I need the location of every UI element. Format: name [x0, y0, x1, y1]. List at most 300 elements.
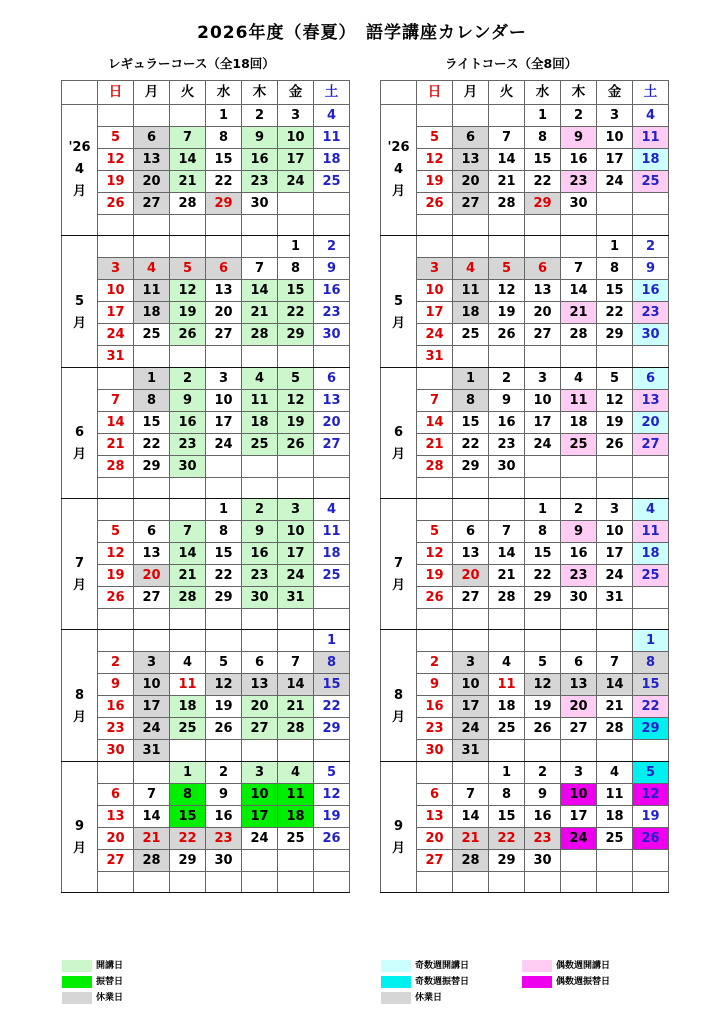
empty-day-cell	[489, 499, 525, 521]
day-cell: 20	[206, 302, 242, 324]
day-cell: 16	[206, 806, 242, 828]
month-label-line	[62, 269, 97, 291]
day-cell: 16	[525, 806, 561, 828]
empty-day-cell	[453, 762, 489, 784]
day-cell: 15	[170, 806, 206, 828]
weekday-header: 水	[525, 81, 561, 105]
day-cell: 6	[314, 368, 350, 390]
month-label-line: '26	[68, 140, 91, 155]
day-cell: 4	[633, 105, 669, 127]
day-cell: 2	[525, 762, 561, 784]
empty-day-cell	[242, 850, 278, 872]
day-cell: 28	[561, 324, 597, 346]
day-cell: 2	[489, 368, 525, 390]
day-cell: 26	[314, 828, 350, 850]
day-cell: 2	[314, 236, 350, 258]
empty-day-cell	[633, 215, 669, 236]
day-cell: 27	[453, 193, 489, 215]
day-cell: 3	[561, 762, 597, 784]
day-cell: 8	[489, 784, 525, 806]
day-cell: 7	[453, 784, 489, 806]
day-cell: 29	[206, 193, 242, 215]
day-cell: 20	[453, 565, 489, 587]
day-cell: 13	[98, 806, 134, 828]
empty-day-cell	[170, 478, 206, 499]
day-cell: 13	[314, 390, 350, 412]
day-cell: 27	[314, 434, 350, 456]
day-cell: 18	[453, 302, 489, 324]
day-cell: 31	[417, 346, 453, 368]
empty-day-cell	[134, 872, 170, 893]
day-cell: 18	[633, 543, 669, 565]
day-cell: 17	[417, 302, 453, 324]
day-cell: 24	[417, 324, 453, 346]
day-cell: 12	[597, 390, 633, 412]
day-cell: 3	[206, 368, 242, 390]
day-cell: 13	[453, 149, 489, 171]
empty-day-cell	[489, 740, 525, 762]
day-cell: 28	[98, 456, 134, 478]
empty-day-cell	[314, 609, 350, 630]
day-cell: 30	[633, 324, 669, 346]
month-label-line: 月	[391, 578, 405, 593]
month-label-line: 月	[391, 315, 405, 331]
empty-day-cell	[134, 630, 170, 652]
day-cell: 6	[242, 652, 278, 674]
day-cell: 19	[489, 302, 525, 324]
legend-swatch	[381, 976, 411, 988]
empty-day-cell	[633, 456, 669, 478]
day-cell: 28	[417, 456, 453, 478]
day-cell: 4	[489, 652, 525, 674]
empty-day-cell	[98, 609, 134, 630]
day-cell: 23	[561, 171, 597, 193]
day-cell: 27	[525, 324, 561, 346]
empty-day-cell	[453, 105, 489, 127]
day-cell: 30	[561, 587, 597, 609]
empty-day-cell	[314, 456, 350, 478]
day-cell: 22	[314, 696, 350, 718]
empty-day-cell	[633, 346, 669, 368]
day-cell: 29	[134, 456, 170, 478]
day-cell: 13	[453, 543, 489, 565]
day-cell: 28	[453, 850, 489, 872]
day-cell: 5	[278, 368, 314, 390]
month-label-line: 月	[72, 578, 86, 593]
month-label-line: 月	[72, 184, 86, 199]
weekday-header: 月	[453, 81, 489, 105]
empty-day-cell	[170, 630, 206, 652]
day-cell: 2	[98, 652, 134, 674]
day-cell: 18	[134, 302, 170, 324]
day-cell: 11	[242, 390, 278, 412]
day-cell: 8	[206, 521, 242, 543]
empty-day-cell	[206, 630, 242, 652]
empty-day-cell	[314, 587, 350, 609]
day-cell: 25	[561, 434, 597, 456]
empty-day-cell	[98, 499, 134, 521]
empty-day-cell	[525, 236, 561, 258]
day-cell: 3	[597, 105, 633, 127]
month-label-line	[62, 531, 97, 553]
day-cell: 7	[242, 258, 278, 280]
day-cell: 16	[98, 696, 134, 718]
day-cell: 16	[417, 696, 453, 718]
day-cell: 17	[278, 543, 314, 565]
empty-day-cell	[98, 215, 134, 236]
day-cell: 26	[633, 828, 669, 850]
day-cell: 2	[242, 105, 278, 127]
day-cell: 25	[314, 565, 350, 587]
day-cell: 3	[417, 258, 453, 280]
day-cell: 22	[489, 828, 525, 850]
day-cell: 12	[314, 784, 350, 806]
day-cell: 5	[98, 127, 134, 149]
day-cell: 3	[242, 762, 278, 784]
weekday-header: 金	[597, 81, 633, 105]
day-cell: 17	[206, 412, 242, 434]
empty-day-cell	[98, 368, 134, 390]
empty-day-cell	[453, 499, 489, 521]
day-cell: 19	[206, 696, 242, 718]
day-cell: 2	[242, 499, 278, 521]
day-cell: 30	[98, 740, 134, 762]
month-label	[62, 630, 98, 762]
empty-day-cell	[561, 609, 597, 630]
day-cell: 22	[525, 171, 561, 193]
day-cell: 5	[170, 258, 206, 280]
month-label	[62, 762, 98, 893]
day-cell: 28	[170, 193, 206, 215]
empty-day-cell	[489, 872, 525, 893]
weekday-header: 土	[633, 81, 669, 105]
page-title: 2026年度（春夏） 語学講座カレンダー	[197, 23, 527, 43]
day-cell: 10	[134, 674, 170, 696]
empty-day-cell	[206, 346, 242, 368]
month-label-line	[381, 531, 416, 553]
empty-day-cell	[206, 478, 242, 499]
day-cell: 8	[170, 784, 206, 806]
empty-day-cell	[206, 872, 242, 893]
month-label	[381, 630, 417, 762]
header-corner	[381, 81, 417, 105]
weekday-header: 金	[278, 81, 314, 105]
empty-day-cell	[98, 762, 134, 784]
empty-day-cell	[170, 499, 206, 521]
empty-day-cell	[242, 346, 278, 368]
day-cell: 20	[134, 171, 170, 193]
month-label-line	[381, 400, 416, 422]
day-cell: 8	[525, 521, 561, 543]
day-cell: 22	[206, 565, 242, 587]
empty-day-cell	[314, 193, 350, 215]
empty-day-cell	[633, 872, 669, 893]
day-cell: 10	[561, 784, 597, 806]
day-cell: 16	[314, 280, 350, 302]
day-cell: 25	[489, 718, 525, 740]
day-cell: 15	[278, 280, 314, 302]
day-cell: 14	[170, 543, 206, 565]
day-cell: 19	[525, 696, 561, 718]
day-cell: 4	[633, 499, 669, 521]
empty-day-cell	[278, 872, 314, 893]
empty-day-cell	[98, 630, 134, 652]
legend-regular-makeup: 振替日	[62, 974, 123, 988]
empty-day-cell	[278, 740, 314, 762]
legend-swatch	[522, 960, 552, 972]
empty-day-cell	[417, 609, 453, 630]
day-cell: 24	[134, 718, 170, 740]
month-label-line: 月	[72, 841, 86, 856]
empty-day-cell	[417, 630, 453, 652]
day-cell: 5	[417, 127, 453, 149]
empty-day-cell	[170, 740, 206, 762]
empty-day-cell	[561, 850, 597, 872]
day-cell: 28	[597, 718, 633, 740]
day-cell: 13	[134, 149, 170, 171]
day-cell: 3	[278, 105, 314, 127]
day-cell: 24	[206, 434, 242, 456]
empty-day-cell	[278, 456, 314, 478]
legend-light-holiday: 休業日	[381, 990, 442, 1004]
day-cell: 1	[489, 762, 525, 784]
day-cell: 20	[314, 412, 350, 434]
day-cell: 22	[597, 302, 633, 324]
month-label-line	[62, 400, 97, 422]
day-cell: 10	[453, 674, 489, 696]
day-cell: 26	[417, 587, 453, 609]
day-cell: 25	[278, 828, 314, 850]
day-cell: 10	[525, 390, 561, 412]
day-cell: 15	[597, 280, 633, 302]
day-cell: 29	[525, 587, 561, 609]
empty-day-cell	[525, 215, 561, 236]
day-cell: 27	[206, 324, 242, 346]
day-cell: 10	[597, 521, 633, 543]
day-cell: 1	[633, 630, 669, 652]
day-cell: 1	[206, 499, 242, 521]
day-cell: 22	[278, 302, 314, 324]
day-cell: 22	[134, 434, 170, 456]
day-cell: 7	[170, 127, 206, 149]
empty-day-cell	[278, 850, 314, 872]
day-cell: 17	[453, 696, 489, 718]
empty-day-cell	[453, 630, 489, 652]
day-cell: 17	[242, 806, 278, 828]
day-cell: 15	[134, 412, 170, 434]
day-cell: 6	[633, 368, 669, 390]
day-cell: 26	[170, 324, 206, 346]
legend-swatch	[381, 960, 411, 972]
day-cell: 24	[242, 828, 278, 850]
day-cell: 7	[597, 652, 633, 674]
empty-day-cell	[417, 105, 453, 127]
day-cell: 11	[170, 674, 206, 696]
empty-day-cell	[597, 193, 633, 215]
day-cell: 20	[561, 696, 597, 718]
day-cell: 3	[278, 499, 314, 521]
day-cell: 31	[134, 740, 170, 762]
empty-day-cell	[314, 346, 350, 368]
empty-day-cell	[489, 105, 525, 127]
day-cell: 25	[633, 171, 669, 193]
empty-day-cell	[417, 762, 453, 784]
day-cell: 30	[206, 850, 242, 872]
day-cell: 22	[170, 828, 206, 850]
day-cell: 29	[206, 587, 242, 609]
empty-day-cell	[561, 630, 597, 652]
month-label-line: 8	[393, 687, 404, 703]
day-cell: 20	[98, 828, 134, 850]
empty-day-cell	[314, 872, 350, 893]
day-cell: 20	[453, 171, 489, 193]
day-cell: 26	[417, 193, 453, 215]
day-cell: 14	[489, 149, 525, 171]
day-cell: 29	[525, 193, 561, 215]
day-cell: 28	[278, 718, 314, 740]
day-cell: 4	[170, 652, 206, 674]
day-cell: 4	[278, 762, 314, 784]
empty-day-cell	[134, 762, 170, 784]
day-cell: 1	[453, 368, 489, 390]
empty-day-cell	[170, 236, 206, 258]
day-cell: 21	[98, 434, 134, 456]
day-cell: 6	[561, 652, 597, 674]
empty-day-cell	[597, 630, 633, 652]
day-cell: 11	[561, 390, 597, 412]
day-cell: 27	[134, 587, 170, 609]
day-cell: 2	[170, 368, 206, 390]
empty-day-cell	[561, 872, 597, 893]
month-label	[62, 499, 98, 630]
empty-day-cell	[453, 872, 489, 893]
empty-day-cell	[633, 193, 669, 215]
day-cell: 9	[242, 127, 278, 149]
month-label	[381, 236, 417, 368]
day-cell: 22	[453, 434, 489, 456]
empty-day-cell	[561, 740, 597, 762]
legend-odd-open: 奇数週開講日	[381, 958, 469, 972]
empty-day-cell	[417, 499, 453, 521]
empty-day-cell	[278, 630, 314, 652]
weekday-header: 土	[314, 81, 350, 105]
day-cell: 19	[98, 171, 134, 193]
day-cell: 15	[489, 806, 525, 828]
day-cell: 3	[525, 368, 561, 390]
day-cell: 21	[489, 565, 525, 587]
month-label-line	[381, 794, 416, 816]
day-cell: 6	[206, 258, 242, 280]
day-cell: 11	[453, 280, 489, 302]
day-cell: 8	[597, 258, 633, 280]
day-cell: 21	[170, 171, 206, 193]
day-cell: 25	[134, 324, 170, 346]
day-cell: 20	[417, 828, 453, 850]
day-cell: 1	[278, 236, 314, 258]
month-label-line: 月	[391, 709, 405, 725]
empty-day-cell	[278, 609, 314, 630]
day-cell: 25	[453, 324, 489, 346]
empty-day-cell	[633, 478, 669, 499]
day-cell: 30	[561, 193, 597, 215]
day-cell: 21	[242, 302, 278, 324]
empty-day-cell	[489, 478, 525, 499]
day-cell: 5	[525, 652, 561, 674]
day-cell: 10	[278, 127, 314, 149]
light-course-title: ライトコース（全8回）	[445, 56, 578, 71]
day-cell: 6	[453, 521, 489, 543]
day-cell: 9	[314, 258, 350, 280]
day-cell: 8	[525, 127, 561, 149]
day-cell: 2	[206, 762, 242, 784]
day-cell: 4	[242, 368, 278, 390]
day-cell: 9	[206, 784, 242, 806]
day-cell: 3	[98, 258, 134, 280]
month-label-line: '26	[387, 140, 410, 155]
day-cell: 9	[633, 258, 669, 280]
day-cell: 13	[134, 543, 170, 565]
day-cell: 28	[489, 193, 525, 215]
day-cell: 18	[242, 412, 278, 434]
day-cell: 29	[597, 324, 633, 346]
day-cell: 13	[242, 674, 278, 696]
month-label-line: 6	[393, 425, 404, 440]
day-cell: 10	[278, 521, 314, 543]
legend-swatch	[381, 992, 411, 1004]
day-cell: 15	[314, 674, 350, 696]
day-cell: 20	[633, 412, 669, 434]
empty-day-cell	[170, 105, 206, 127]
day-cell: 8	[633, 652, 669, 674]
day-cell: 16	[242, 149, 278, 171]
empty-day-cell	[206, 215, 242, 236]
day-cell: 25	[242, 434, 278, 456]
empty-day-cell	[417, 368, 453, 390]
day-cell: 16	[170, 412, 206, 434]
empty-day-cell	[525, 740, 561, 762]
day-cell: 19	[98, 565, 134, 587]
day-cell: 31	[453, 740, 489, 762]
header-corner	[62, 81, 98, 105]
month-label	[62, 236, 98, 368]
day-cell: 26	[98, 193, 134, 215]
day-cell: 6	[417, 784, 453, 806]
day-cell: 12	[489, 280, 525, 302]
day-cell: 8	[278, 258, 314, 280]
month-label-line: 月	[391, 841, 405, 856]
day-cell: 12	[525, 674, 561, 696]
day-cell: 12	[633, 784, 669, 806]
month-label	[381, 368, 417, 499]
month-label	[381, 499, 417, 630]
day-cell: 12	[417, 149, 453, 171]
day-cell: 15	[525, 149, 561, 171]
day-cell: 1	[525, 105, 561, 127]
day-cell: 27	[98, 850, 134, 872]
empty-day-cell	[314, 850, 350, 872]
month-label-line: 6	[74, 425, 85, 440]
day-cell: 19	[597, 412, 633, 434]
month-label-line	[62, 663, 97, 685]
day-cell: 5	[417, 521, 453, 543]
month-label-line: 4	[393, 162, 404, 177]
empty-day-cell	[242, 872, 278, 893]
day-cell: 9	[489, 390, 525, 412]
month-label-line: 月	[391, 447, 405, 462]
day-cell: 25	[633, 565, 669, 587]
day-cell: 16	[633, 280, 669, 302]
empty-day-cell	[489, 346, 525, 368]
